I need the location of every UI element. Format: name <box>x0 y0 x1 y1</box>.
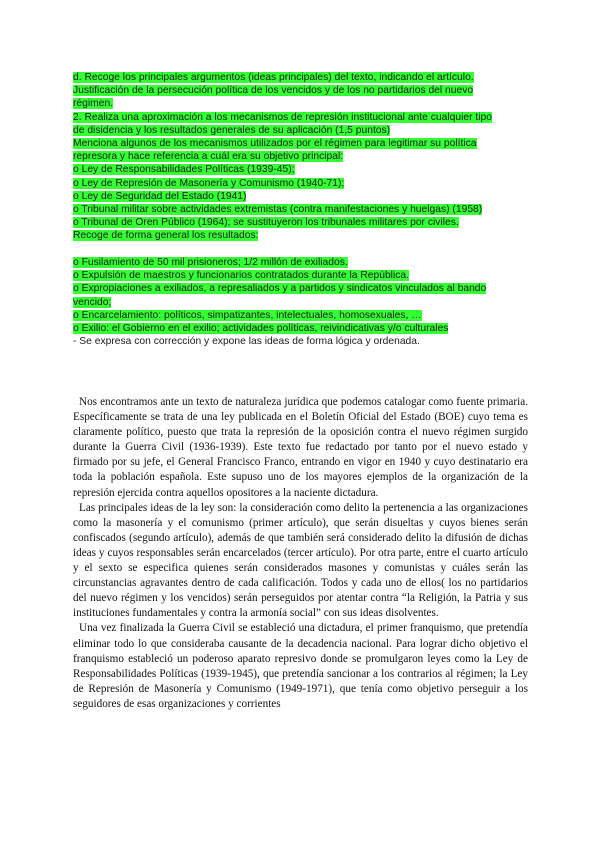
highlighted-text: vencido; <box>73 296 112 308</box>
result-line <box>73 269 528 282</box>
essay-body <box>73 395 528 712</box>
highlighted-text: d. Recoge los principales argumentos (ideas principales) del texto, indicando el artículo. <box>73 72 474 83</box>
highlighted-text: o Encarcelamiento: políticos, simpatizantes, intelectuales, homosexuales, … <box>73 309 422 321</box>
grading-rubric <box>73 71 528 348</box>
highlighted-text: o Ley de Responsabilidades Políticas (1939-45); <box>73 164 295 176</box>
highlighted-text: o Ley de Represión de Masonería y Comunismo (1940-71); <box>73 177 345 189</box>
result-line <box>73 322 528 335</box>
essay-paragraph-ideas: Las principales ideas de la ley son: la consideración como delito la pertenencia a las organizaciones como la masonería y el comunismo (primer artículo), que serán disueltas y cuyos bienes serán confiscados (segundo artículo), además de que también será considerado delito la difusión de dichas ideas y cuyos responsables serán encarcelados (tercer artículo). Por otra parte, entre el cuarto artículo y el sexto se especifica quienes serán considerados masones y comunistas y cuáles serán las circunstancias agravantes dentro de cada calificación. Todos y cada uno de ellos( los no partidarios del nuevo régimen y los vencidos) serán perseguidos por atentar contra “la Religión, la Patria y sus instituciones fundamentales y contra la armonía social” con sus ideas disolventes. <box>73 501 528 620</box>
rubric-line <box>73 111 528 124</box>
rubric-line <box>73 229 528 242</box>
result-line <box>73 296 528 309</box>
essay-paragraph-intro: Nos encontramos ante un texto de naturaleza jurídica que podemos catalogar como fuente primaria. Específicamente se trata de una ley publicada en el Boletín Oficial del Estado (BOE) cuyo tema es claramente político, puesto que trata la represión de la oposición contra el nuevo régimen surgido durante la Guerra Civil (1936-1939). Este texto fue redactado por tanto por el nuevo estado y firmado por su jefe, el General Francisco Franco, entrando en vigor en 1940 y cuyo destinatario era toda la población española. Este supuso uno de los mayores ejemplos de la organización de la represión ejercida contra aquellos opositores a la naciente dictadura. <box>73 396 528 499</box>
highlighted-text: o Expropiaciones a exiliados, a represaliados y a partidos y sindicatos vinculados al bando <box>73 283 487 295</box>
highlighted-text: 2. Realiza una aproximación a los mecanismos de represión institucional ante cualquier tipo <box>73 111 492 123</box>
rubric-line <box>73 216 528 229</box>
highlighted-text: o Fusilamiento de 50 mil prisioneros; 1/2 millón de exiliados. <box>73 257 348 269</box>
result-line <box>73 256 528 269</box>
rubric-line <box>73 190 528 203</box>
highlighted-text: Menciona algunos de los mecanismos utilizados por el régimen para legitimar su política <box>73 138 477 150</box>
rubric-line <box>73 150 528 163</box>
highlighted-text: régimen. <box>73 98 114 110</box>
highlighted-text: o Tribunal de Oren Público (1964); se sustituyeron los tribunales militares por civiles. <box>73 217 459 229</box>
highlighted-text: o Exilio: el Gobierno en el exilio; actividades políticas, reivindicativas y/o culturales <box>73 323 449 335</box>
result-line <box>73 282 528 295</box>
rubric-line <box>73 84 528 97</box>
result-line <box>73 309 528 322</box>
rubric-line <box>73 97 528 110</box>
highlighted-text: Justificación de la persecución política de los vencidos y de los no partidarios del nuevo <box>73 85 474 97</box>
highlighted-text: de disidencia y los resultados generales de su aplicación (1,5 puntos) <box>73 124 391 136</box>
highlighted-text: o Expulsión de maestros y funcionarios contratados durante la República. <box>73 270 409 282</box>
essay-paragraph-context: Una vez finalizada la Guerra Civil se estableció una dictadura, el primer franquismo, que pretendía eliminar todo lo que consideraba causante de la decadencia nacional. Para lograr dicho objetivo el franquismo estableció un poderoso aparato represivo donde se promulgaron leyes como la Ley de Responsabilidades Políticas (1939-1945), que pretendía sancionar a los contrarios al régimen; la Ley de Represión de Masonería y Comunismo (1949-1971), que tenía como objetivo perseguir a los seguidores de esas organizaciones y corrientes <box>73 622 528 710</box>
highlighted-text: o Ley de Seguridad del Estado (1941) <box>73 190 247 202</box>
rubric-line <box>73 163 528 176</box>
rubric-line <box>73 124 528 137</box>
highlighted-text: represora y hace referencia a cuál era su objetivo principal: <box>73 151 344 163</box>
rubric-line <box>73 137 528 150</box>
closing-line: - Se expresa con corrección y expone las ideas de forma lógica y ordenada. <box>73 336 420 348</box>
rubric-line <box>73 71 528 84</box>
blank-line <box>73 243 528 256</box>
highlighted-text: Recoge de forma general los resultados: <box>73 230 259 242</box>
highlighted-text: o Tribunal militar sobre actividades extremistas (contra manifestaciones y huelgas) (1958) <box>73 204 483 216</box>
rubric-line <box>73 177 528 190</box>
rubric-line <box>73 203 528 216</box>
